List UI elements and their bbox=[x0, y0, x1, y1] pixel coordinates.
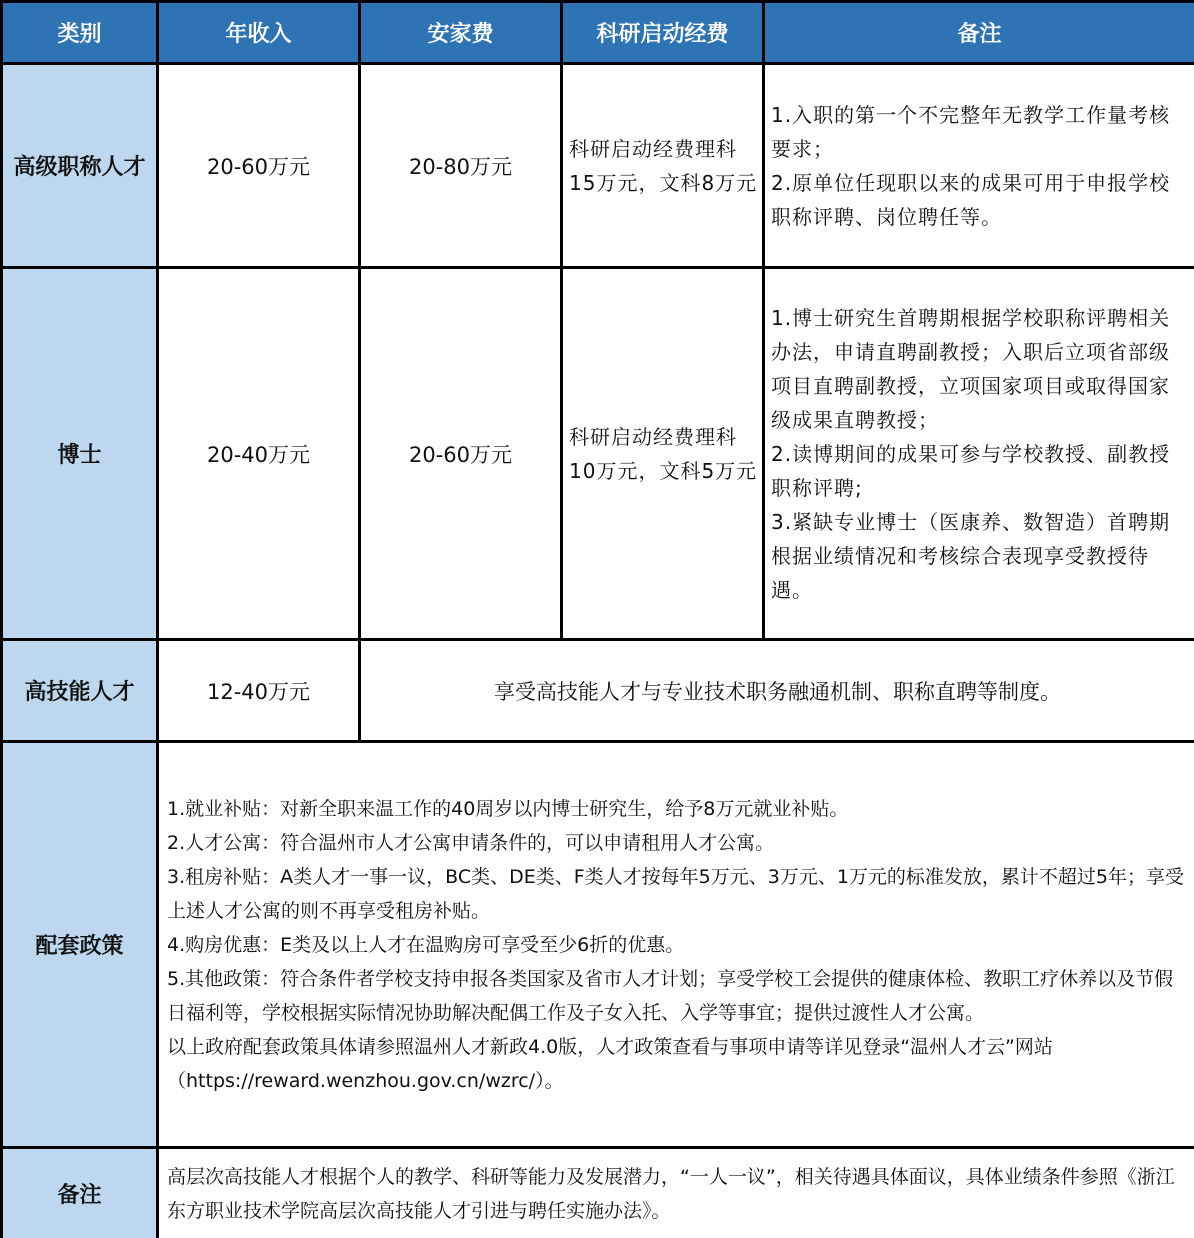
supporting-policy-content bbox=[158, 742, 1194, 1148]
income-high-skill: 12-40万元 bbox=[158, 640, 360, 742]
policy-line: 4.购房优惠：E类及以上人才在温购房可享受至少6折的优惠。 bbox=[167, 933, 685, 956]
note-line: 2.读博期间的成果可参与学校教授、副教授职称评聘; bbox=[771, 441, 1171, 500]
note-line: 1.入职的第一个不完整年无教学工作量考核要求； bbox=[771, 102, 1171, 161]
header-settlement-fee: 安家费 bbox=[360, 2, 562, 64]
header-category: 类别 bbox=[2, 2, 158, 64]
policy-line: 2.人才公寓：符合温州市人才公寓申请条件的，可以申请租用人才公寓。 bbox=[167, 831, 775, 854]
settlement-phd: 20-60万元 bbox=[360, 268, 562, 640]
notes-senior-title bbox=[764, 64, 1194, 268]
notes-phd bbox=[764, 268, 1194, 640]
policy-line: 以上政府配套政策具体请参照温州人才新政4.0版，人才政策查看与事项申请等详见登录“温州人才云”网站（https://reward.wenzhou.gov.cn/wzrc/）。 bbox=[167, 1035, 1053, 1092]
policy-line: 1.就业补贴：对新全职来温工作的40周岁以内博士研究生，给予8万元就业补贴。 bbox=[167, 797, 849, 820]
income-phd: 20-40万元 bbox=[158, 268, 360, 640]
category-phd: 博士 bbox=[2, 268, 158, 640]
header-research-fund: 科研启动经费 bbox=[562, 2, 764, 64]
research-senior-title: 科研启动经费理科15万元，文科8万元 bbox=[562, 64, 764, 268]
header-notes: 备注 bbox=[764, 2, 1194, 64]
research-phd: 科研启动经费理科10万元，文科5万元 bbox=[562, 268, 764, 640]
row-supporting-policy bbox=[2, 742, 1194, 1148]
row-phd bbox=[2, 268, 1194, 640]
header-income: 年收入 bbox=[158, 2, 360, 64]
note-line: 1.博士研究生首聘期根据学校职称评聘相关办法，申请直聘副教授；入职后立项省部级项目直聘副教授，立项国家项目或取得国家级成果直聘教授； bbox=[771, 305, 1171, 432]
category-high-skill: 高技能人才 bbox=[2, 640, 158, 742]
policy-line: 5.其他政策：符合条件者学校支持申报各类国家及省市人才计划；享受学校工会提供的健康体检、教职工疗休养以及节假日福利等，学校根据实际情况协助解决配偶工作及子女入托、入学等事宜；提供过渡性人才公寓。 bbox=[167, 967, 1174, 1024]
income-senior-title: 20-60万元 bbox=[158, 64, 360, 268]
header-row bbox=[2, 2, 1194, 64]
note-line: 2.原单位任现职以来的成果可用于申报学校职称评聘、岗位聘任等。 bbox=[771, 170, 1171, 229]
category-supporting-policy: 配套政策 bbox=[2, 742, 158, 1148]
settlement-senior-title: 20-80万元 bbox=[360, 64, 562, 268]
row-high-skill bbox=[2, 640, 1194, 742]
category-remark: 备注 bbox=[2, 1148, 158, 1238]
note-line: 3.紧缺专业博士（医康养、数智造）首聘期根据业绩情况和考核综合表现享受教授待遇。 bbox=[771, 509, 1171, 602]
remark-content: 高层次高技能人才根据个人的教学、科研等能力及发展潜力，“一人一议”，相关待遇具体面议，具体业绩条件参照《浙江东方职业技术学院高层次高技能人才引进与聘任实施办法》。 bbox=[158, 1148, 1194, 1238]
row-senior-title bbox=[2, 64, 1194, 268]
row-remark bbox=[2, 1148, 1194, 1238]
policy-line: 3.租房补贴：A类人才一事一议，BC类、DE类、F类人才按每年5万元、3万元、1万元的标准发放，累计不超过5年；享受上述人才公寓的则不再享受租房补贴。 bbox=[167, 865, 1185, 922]
merged-high-skill-policy: 享受高技能人才与专业技术职务融通机制、职称直聘等制度。 bbox=[360, 640, 1194, 742]
category-senior-title: 高级职称人才 bbox=[2, 64, 158, 268]
